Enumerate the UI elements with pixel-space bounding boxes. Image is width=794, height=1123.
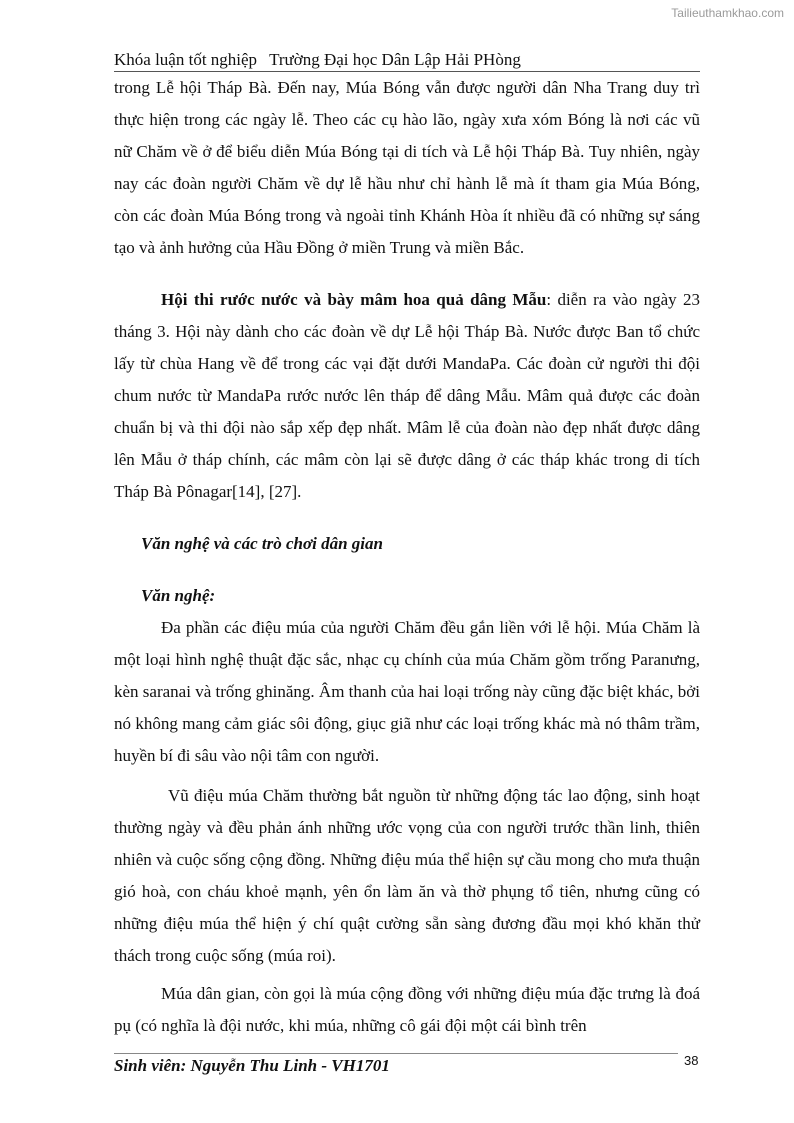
page-header	[114, 50, 700, 72]
watermark: Tailieuthamkhao.com	[671, 6, 784, 20]
header-right: Trường Đại học Dân Lập Hải PHòng	[269, 50, 521, 69]
paragraph-2-bold-lead: Hội thi rước nước và bày mâm hoa quả dâng Mẫu	[161, 290, 547, 309]
document-body	[114, 72, 700, 1042]
paragraph-5: Múa dân gian, còn gọi là múa cộng đồng với những điệu múa đặc trưng là đoá pụ (có nghĩa là đội nước, khi múa, những cô gái đội một cái bình trên	[114, 984, 700, 1035]
paragraph-2	[114, 284, 700, 508]
paragraph-1: trong Lễ hội Tháp Bà. Đến nay, Múa Bóng vẫn được người dân Nha Trang duy trì thực hiện trong các ngày lễ. Theo các cụ hào lão, ngày xưa xóm Bóng là nơi các vũ nữ Chăm về ở để biểu diễn Múa Bóng tại di tích và Lễ hội Tháp Bà. Tuy nhiên, ngày nay các đoàn người Chăm về dự lễ hầu như chỉ hành lễ mà ít tham gia Múa Bóng, còn các đoàn Múa Bóng trong và ngoài tỉnh Khánh Hòa ít nhiều đã có những sự sáng tạo và ảnh hưởng của Hầu Đồng ở miền Trung và miền Bắc.	[114, 78, 700, 257]
page-number: 38	[684, 1053, 699, 1068]
paragraph-2-text: : diễn ra vào ngày 23 tháng 3. Hội này dành cho các đoàn về dự Lễ hội Tháp Bà. Nước được Ban tổ chức lấy từ chùa Hang về để trong các vại đặt dưới MandaPa. Các đoàn cử người thi đội chum nước từ MandaPa rước nước lên tháp để dâng Mẫu. Mâm quả được các đoàn chuẩn bị và thi đội nào sắp xếp đẹp nhất. Mâm lễ của đoàn nào đẹp nhất được dâng lên Mẫu ở tháp chính, các mâm còn lại sẽ được dâng ở các tháp khác trong di tích Tháp Bà Pônagar[14], [27].	[114, 290, 700, 501]
paragraph-3: Đa phần các điệu múa của người Chăm đều gắn liền với lễ hội. Múa Chăm là một loại hình nghệ thuật đặc sắc, nhạc cụ chính của múa Chăm gồm trống Paranưng, kèn saranai và trống ghinăng. Âm thanh của hai loại trống này cũng đặc biệt khác, bởi nó không mang cảm giác sôi động, giục giã như các loại trống khác mà nó thâm trầm, huyền bí đi sâu vào nội tâm con người.	[114, 618, 700, 765]
footer-divider	[114, 1053, 678, 1054]
subsection-heading: Văn nghệ:	[141, 586, 216, 605]
header-left: Khóa luận tốt nghiệp	[114, 50, 258, 69]
paragraph-4: Vũ điệu múa Chăm thường bắt nguồn từ những động tác lao động, sinh hoạt thường ngày và đều phản ánh những ước vọng của con người trước thần linh, thiên nhiên và cuộc sống cộng đồng. Những điệu múa thể hiện sự cầu mong cho mưa thuận gió hoà, con cháu khoẻ mạnh, yên ổn làm ăn và thờ phụng tổ tiên, nhưng cũng có những điệu múa thể hiện ý chí quật cường sẵn sàng đương đầu mọi khó khăn thử thách trong cuộc sống (múa roi).	[114, 786, 700, 965]
section-heading: Văn nghệ và các trò chơi dân gian	[141, 534, 383, 553]
footer-student: Sinh viên: Nguyễn Thu Linh - VH1701	[114, 1056, 390, 1075]
